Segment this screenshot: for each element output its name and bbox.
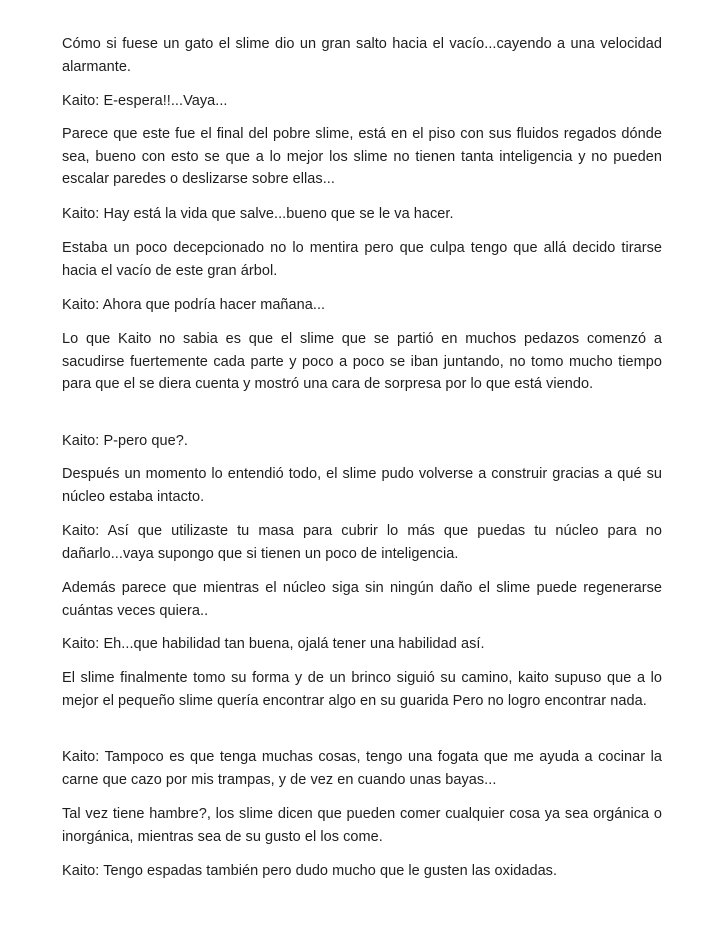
paragraph-7: Lo que Kaito no sabia es que el slime que se partió en muchos pedazos comenzó a sacudirse fuertemente cada parte y poco a poco se iban juntando, no tomo mucho tiempo para que el se diera cuenta y mostró una cara de sorpresa por lo que está viendo. (62, 331, 662, 392)
paragraph-5: Estaba un poco decepcionado no lo mentira pero que culpa tengo que allá decido tirarse hacia el vacío de este gran árbol. (62, 240, 662, 279)
paragraph-11: Además parece que mientras el núcleo siga sin ningún daño el slime puede regenerarse cuántas veces quiera.. (62, 580, 662, 619)
paragraph-9: Después un momento lo entendió todo, el slime pudo volverse a construir gracias a qué su núcleo estaba intacto. (62, 466, 662, 505)
paragraph-3: Parece que este fue el final del pobre slime, está en el piso con sus fluidos regados dónde sea, bueno con esto se que a lo mejor los slime no tienen tanta inteligencia y no pueden escalar paredes o deslizarse sobre ellas... (62, 126, 662, 187)
paragraph-13: El slime finalmente tomo su forma y de un brinco siguió su camino, kaito supuso que a lo mejor el pequeño slime quería encontrar algo en su guarida Pero no logro encontrar nada. (62, 670, 662, 709)
paragraph-2: Kaito: E-espera!!...Vaya... (62, 93, 228, 109)
paragraph-15: Tal vez tiene hambre?, los slime dicen que pueden comer cualquier cosa ya sea orgánica o inorgánica, mientras sea de su gusto el los come. (62, 806, 662, 845)
paragraph-1: Cómo si fuese un gato el slime dio un gran salto hacia el vacío...cayendo a una velocidad alarmante. (62, 36, 662, 75)
paragraph-8: Kaito: P-pero que?. (62, 433, 188, 449)
paragraph-12: Kaito: Eh...que habilidad tan buena, ojalá tener una habilidad así. (62, 636, 485, 652)
paragraph-16: Kaito: Tengo espadas también pero dudo mucho que le gusten las oxidadas. (62, 863, 558, 879)
paragraph-14: Kaito: Tampoco es que tenga muchas cosas, tengo una fogata que me ayuda a cocinar la carne que cazo por mis trampas, y de vez en cuando unas bayas... (62, 749, 662, 788)
paragraph-10: Kaito: Así que utilizaste tu masa para cubrir lo más que puedas tu núcleo para no dañarlo...vaya supongo que si tienen un poco de inteligencia. (62, 523, 662, 562)
paragraph-6: Kaito: Ahora que podría hacer mañana... (62, 297, 326, 313)
paragraph-4: Kaito: Hay está la vida que salve...bueno que se le va hacer. (62, 206, 454, 222)
